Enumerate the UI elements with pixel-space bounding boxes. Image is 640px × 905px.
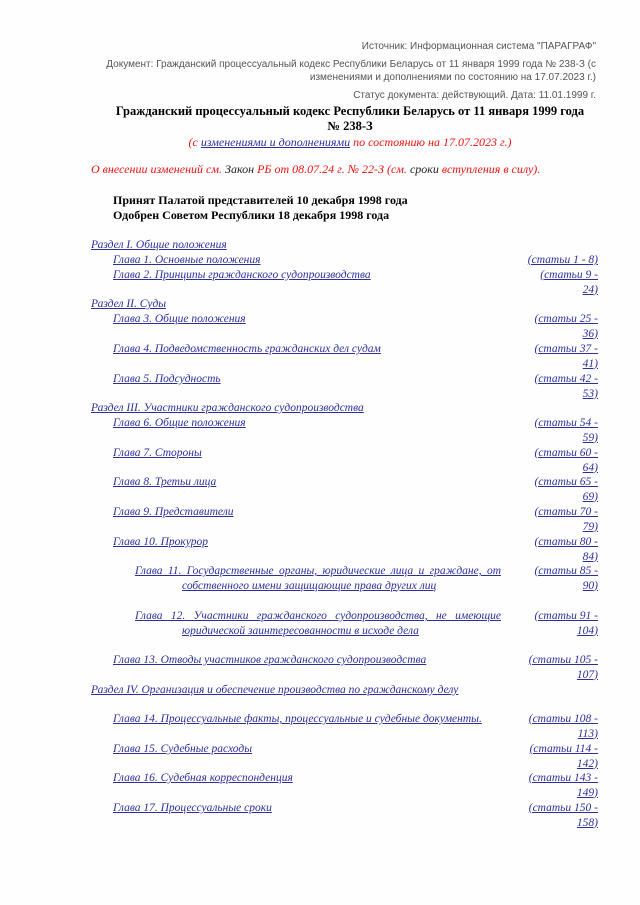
title-line-1: Гражданский процессуальный кодекс Республики Беларусь от 11 января 1999 года xyxy=(115,104,585,118)
toc-section-1[interactable]: Раздел I. Общие положения xyxy=(91,239,227,251)
toc-articles-9[interactable]: (статьи 70 - 79) xyxy=(534,506,598,533)
toc-articles-14[interactable]: (статьи 108 - 113) xyxy=(528,713,598,740)
toc-chapter-17[interactable]: Глава 17. Процессуальные сроки xyxy=(113,802,272,814)
terms-link[interactable]: сроки xyxy=(409,162,439,176)
toc-chapter-5[interactable]: Глава 5. Подсудность xyxy=(113,373,221,385)
amendments-link[interactable]: изменениями и дополнениями xyxy=(200,135,351,149)
toc-chapter-3[interactable]: Глава 3. Общие положения xyxy=(113,313,246,325)
toc-section-4[interactable]: Раздел IV. Организация и обеспечение производства по гражданскому делу xyxy=(91,684,459,696)
toc-articles-13[interactable]: (статьи 105 - 107) xyxy=(528,654,598,681)
subtitle-open: (с xyxy=(188,135,201,149)
toc-articles-12[interactable]: (статьи 91 - 104) xyxy=(534,610,598,637)
toc-chapter-6[interactable]: Глава 6. Общие положения xyxy=(113,417,246,429)
toc-articles-5[interactable]: (статьи 42 - 53) xyxy=(534,373,598,400)
amend-text-1: О внесении изменений см. xyxy=(91,162,226,176)
toc-articles-1[interactable]: (статьи 1 - 8) xyxy=(527,254,598,266)
toc-articles-10[interactable]: (статьи 80 - 84) xyxy=(534,536,598,563)
status-line: Статус документа: действующий. Дата: 11.01.1999 г. xyxy=(353,90,596,101)
accepted-line: Принят Палатой представителей 10 декабря 1998 года xyxy=(113,193,408,207)
toc-chapter-9[interactable]: Глава 9. Представители xyxy=(113,506,234,518)
title-line-2: № 238-З xyxy=(327,119,373,133)
toc-section-2[interactable]: Раздел II. Суды xyxy=(91,298,167,310)
toc-articles-8[interactable]: (статьи 65 - 69) xyxy=(534,476,598,503)
toc-chapter-11[interactable]: Глава 11. Государственные органы, юридические лица и граждане, от собственного имени защищающие права других лиц xyxy=(135,565,501,592)
toc-chapter-2[interactable]: Глава 2. Принципы гражданского судопроизводства xyxy=(113,269,371,281)
toc-articles-4[interactable]: (статьи 37 - 41) xyxy=(534,343,598,370)
law-link[interactable]: Закон xyxy=(225,162,255,176)
amendment-note xyxy=(91,162,540,177)
toc-articles-3[interactable]: (статьи 25 - 36) xyxy=(534,313,598,340)
amend-text-2: РБ от 08.07.24 г. № 22-З (см. xyxy=(254,162,410,176)
toc-articles-16[interactable]: (статьи 143 - 149) xyxy=(528,772,598,799)
toc-chapter-14[interactable]: Глава 14. Процессуальные факты, процессуальные и судебные документы. xyxy=(113,713,482,725)
toc-section-3[interactable]: Раздел III. Участники гражданского судопроизводства xyxy=(91,402,364,414)
toc-chapter-4[interactable]: Глава 4. Подведомственность гражданских дел судам xyxy=(113,343,381,355)
toc-chapter-1[interactable]: Глава 1. Основные положения xyxy=(113,254,261,266)
toc-chapter-8[interactable]: Глава 8. Третьи лица xyxy=(113,476,217,488)
toc-articles-6[interactable]: (статьи 54 - 59) xyxy=(534,417,598,444)
source-line: Источник: Информационная система "ПАРАГРАФ" xyxy=(361,41,596,52)
toc-articles-2[interactable]: (статьи 9 - 24) xyxy=(540,269,598,296)
document-line: Документ: Гражданский процессуальный кодекс Республики Беларусь от 11 января 1999 года № 238-З (с изменениями и дополнениями по состоянию на 17.07.2023 г.) xyxy=(106,59,596,83)
toc-chapter-16[interactable]: Глава 16. Судебная корреспонденция xyxy=(113,772,293,784)
toc-chapter-7[interactable]: Глава 7. Стороны xyxy=(113,447,202,459)
page-title xyxy=(80,104,620,134)
subtitle-rest: по состоянию на 17.07.2023 г.) xyxy=(350,135,512,149)
toc-articles-15[interactable]: (статьи 114 - 142) xyxy=(529,743,598,770)
approved-line: Одобрен Советом Республики 18 декабря 1998 года xyxy=(113,208,390,222)
toc-chapter-15[interactable]: Глава 15. Судебные расходы xyxy=(113,743,253,755)
toc-articles-17[interactable]: (статьи 150 - 158) xyxy=(528,802,598,829)
toc-chapter-10[interactable]: Глава 10. Прокурор xyxy=(113,536,209,548)
toc-chapter-13[interactable]: Глава 13. Отводы участников гражданского судопроизводства xyxy=(113,654,427,666)
toc-articles-11[interactable]: (статьи 85 - 90) xyxy=(534,565,598,592)
toc-chapter-12[interactable]: Глава 12. Участники гражданского судопроизводства, не имеющие юридической заинтересованности в исходе дела xyxy=(135,610,501,637)
toc-articles-7[interactable]: (статьи 60 - 64) xyxy=(534,447,598,474)
adoption-info xyxy=(113,193,408,223)
subtitle xyxy=(80,135,620,150)
amend-text-3: вступления в силу). xyxy=(438,162,541,176)
